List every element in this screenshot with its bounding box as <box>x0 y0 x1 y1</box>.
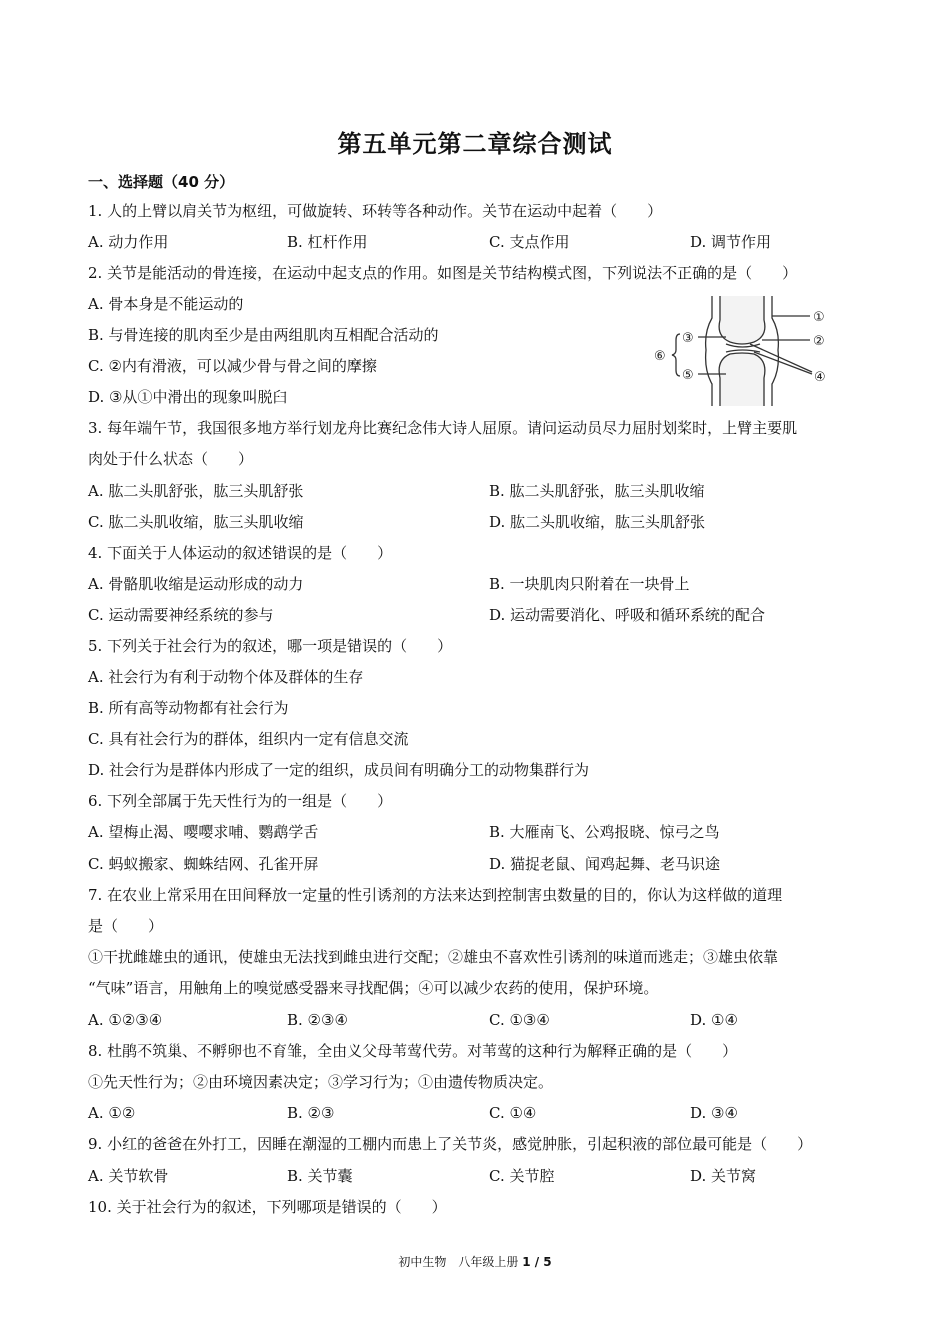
q5-option-d: D. 社会行为是群体内形成了一定的组织，成员间有明确分工的动物集群行为 <box>88 761 590 779</box>
q8-option-b: B. ②③ <box>287 1104 335 1122</box>
q4-option-d: D. 运动需要消化、呼吸和循环系统的配合 <box>489 606 766 624</box>
q3-option-b: B. 肱二头肌舒张，肱三头肌收缩 <box>489 482 705 500</box>
joint-structure-diagram <box>650 292 840 408</box>
q2-option-d: D. ③从①中滑出的现象叫脱臼 <box>88 388 288 406</box>
diagram-label-4: ④ <box>814 370 826 385</box>
question-6-stem: 6. 下列全部属于先天性行为的一组是（ ） <box>88 792 393 810</box>
q9-option-d: D. 关节窝 <box>690 1167 757 1185</box>
q5-option-b: B. 所有高等动物都有社会行为 <box>88 699 289 717</box>
page-title: 第五单元第二章综合测试 <box>337 130 613 158</box>
question-10-stem: 10. 关于社会行为的叙述，下列哪项是错误的（ ） <box>88 1198 447 1216</box>
question-3-stem-line2: 肉处于什么状态（ ） <box>88 450 254 468</box>
q1-option-a: A. 动力作用 <box>88 233 169 251</box>
q9-option-a: A. 关节软骨 <box>88 1167 169 1185</box>
footer-subject: 初中生物 八年级上册 <box>398 1255 519 1269</box>
q5-option-c: C. 具有社会行为的群体，组织内一定有信息交流 <box>88 730 409 748</box>
question-2-stem: 2. 关节是能活动的骨连接，在运动中起支点的作用。如图是关节结构模式图，下列说法不正确的是（ ） <box>88 264 798 282</box>
q9-option-b: B. 关节囊 <box>287 1167 353 1185</box>
q4-option-b: B. 一块肌肉只附着在一块骨上 <box>489 575 690 593</box>
section-heading: 一、选择题（40 分） <box>88 173 235 191</box>
question-7-stem-line1: 7. 在农业上常采用在田间释放一定量的性引诱剂的方法来达到控制害虫数量的目的，你认为这样做的道理 <box>88 886 783 904</box>
q1-option-c: C. 支点作用 <box>489 233 570 251</box>
q6-option-a: A. 望梅止渴、嘤嘤求哺、鹦鹉学舌 <box>88 823 319 841</box>
footer-page-number: 1 / 5 <box>522 1255 552 1269</box>
diagram-label-2: ② <box>813 334 825 349</box>
q4-option-c: C. 运动需要神经系统的参与 <box>88 606 274 624</box>
diagram-label-5: ⑤ <box>682 368 694 383</box>
q6-option-b: B. 大雁南飞、公鸡报晓、惊弓之鸟 <box>489 823 720 841</box>
q3-option-c: C. 肱二头肌收缩，肱三头肌收缩 <box>88 513 304 531</box>
diagram-label-6: ⑥ <box>654 349 666 364</box>
q8-option-d: D. ③④ <box>690 1104 738 1122</box>
q7-option-c: C. ①③④ <box>489 1011 550 1029</box>
page-footer <box>0 1253 950 1270</box>
q2-option-b: B. 与骨连接的肌肉至少是由两组肌肉互相配合活动的 <box>88 326 439 344</box>
q2-option-a: A. 骨本身是不能运动的 <box>88 295 244 313</box>
question-3-stem-line1: 3. 每年端午节，我国很多地方举行划龙舟比赛纪念伟大诗人屈原。请问运动员尽力屈肘划桨时，上臂主要肌 <box>88 419 798 437</box>
q4-option-a: A. 骨骼肌收缩是运动形成的动力 <box>88 575 304 593</box>
q7-statements-line2: “气味”语言，用触角上的嗅觉感受器来寻找配偶；④可以减少农药的使用，保护环境。 <box>88 979 659 997</box>
q1-option-b: B. 杠杆作用 <box>287 233 368 251</box>
q8-option-a: A. ①② <box>88 1104 136 1122</box>
q2-option-c: C. ②内有滑液，可以减少骨与骨之间的摩擦 <box>88 357 377 375</box>
q6-option-d: D. 猫捉老鼠、闻鸡起舞、老马识途 <box>489 855 721 873</box>
q5-option-a: A. 社会行为有利于动物个体及群体的生存 <box>88 668 364 686</box>
q1-option-d: D. 调节作用 <box>690 233 772 251</box>
question-4-stem: 4. 下面关于人体运动的叙述错误的是（ ） <box>88 544 393 562</box>
q8-option-c: C. ①④ <box>489 1104 537 1122</box>
diagram-label-3: ③ <box>682 331 694 346</box>
diagram-label-1: ① <box>813 310 825 325</box>
question-8-stem: 8. 杜鹃不筑巢、不孵卵也不育雏，全由义父母苇莺代劳。对苇莺的这种行为解释正确的是（ ） <box>88 1042 738 1060</box>
question-5-stem: 5. 下列关于社会行为的叙述，哪一项是错误的（ ） <box>88 637 453 655</box>
q8-statements: ①先天性行为；②由环境因素决定；③学习行为；①由遗传物质决定。 <box>88 1073 554 1091</box>
q7-option-a: A. ①②③④ <box>88 1011 163 1029</box>
question-1-stem: 1. 人的上臂以肩关节为枢纽，可做旋转、环转等各种动作。关节在运动中起着（ ） <box>88 202 663 220</box>
q7-option-d: D. ①④ <box>690 1011 738 1029</box>
q3-option-d: D. 肱二头肌收缩，肱三头肌舒张 <box>489 513 706 531</box>
q9-option-c: C. 关节腔 <box>489 1167 555 1185</box>
q7-statements-line1: ①干扰雌雄虫的通讯，使雄虫无法找到雌虫进行交配；②雄虫不喜欢性引诱剂的味道而逃走；③雄虫依靠 <box>88 948 779 966</box>
q3-option-a: A. 肱二头肌舒张，肱三头肌舒张 <box>88 482 304 500</box>
question-9-stem: 9. 小红的爸爸在外打工，因睡在潮湿的工棚内而患上了关节炎，感觉肿胀，引起积液的部位最可能是（ ） <box>88 1135 813 1153</box>
question-7-stem-line2: 是（ ） <box>88 917 164 935</box>
q7-option-b: B. ②③④ <box>287 1011 348 1029</box>
q6-option-c: C. 蚂蚁搬家、蜘蛛结网、孔雀开屏 <box>88 855 319 873</box>
